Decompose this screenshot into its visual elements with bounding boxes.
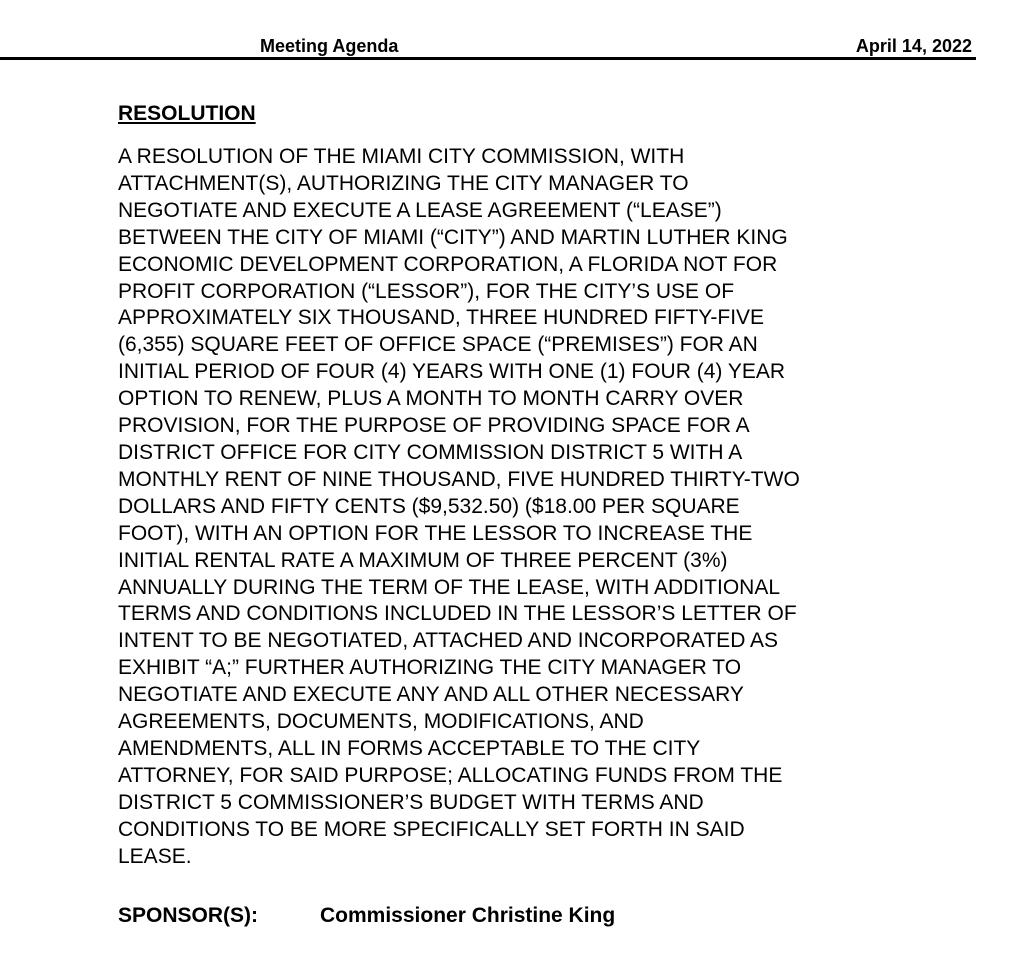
- sponsor-name: Commissioner Christine King: [320, 904, 616, 927]
- resolution-line: DISTRICT 5 COMMISSIONER’S BUDGET WITH TERMS AND: [118, 790, 704, 814]
- resolution-line: OPTION TO RENEW, PLUS A MONTH TO MONTH CARRY OVER: [118, 387, 744, 411]
- resolution-heading: RESOLUTION: [118, 102, 256, 125]
- resolution-line: LEASE.: [118, 844, 192, 868]
- resolution-line: NEGOTIATE AND EXECUTE ANY AND ALL OTHER NECESSARY: [118, 683, 744, 707]
- resolution-line: APPROXIMATELY SIX THOUSAND, THREE HUNDRED FIFTY-FIVE: [118, 306, 765, 330]
- resolution-line: AGREEMENTS, DOCUMENTS, MODIFICATIONS, AND: [118, 710, 644, 734]
- resolution-line: DISTRICT OFFICE FOR CITY COMMISSION DISTRICT 5 WITH A: [118, 440, 743, 464]
- resolution-body: [118, 144, 918, 870]
- resolution-line: INITIAL PERIOD OF FOUR (4) YEARS WITH ONE (1) FOUR (4) YEAR: [118, 360, 786, 384]
- resolution-line: AMENDMENTS, ALL IN FORMS ACCEPTABLE TO THE CITY: [118, 736, 701, 760]
- resolution-line: ATTORNEY, FOR SAID PURPOSE; ALLOCATING FUNDS FROM THE: [118, 763, 783, 787]
- resolution-line: ATTACHMENT(S), AUTHORIZING THE CITY MANAGER TO: [118, 171, 689, 195]
- sponsor-row: [118, 903, 615, 929]
- resolution-line: EXHIBIT “A;” FURTHER AUTHORIZING THE CITY MANAGER TO: [118, 656, 742, 680]
- sponsor-label: SPONSOR(S):: [118, 904, 259, 927]
- resolution-line: BETWEEN THE CITY OF MIAMI (“CITY”) AND MARTIN LUTHER KING: [118, 225, 788, 249]
- header-title: Meeting Agenda: [260, 36, 399, 56]
- resolution-line: PROVISION, FOR THE PURPOSE OF PROVIDING SPACE FOR A: [118, 414, 750, 438]
- resolution-line: PROFIT CORPORATION (“LESSOR”), FOR THE CITY’S USE OF: [118, 279, 735, 303]
- resolution-line: MONTHLY RENT OF NINE THOUSAND, FIVE HUNDRED THIRTY-TWO: [118, 467, 800, 491]
- resolution-line: TERMS AND CONDITIONS INCLUDED IN THE LESSOR’S LETTER OF: [118, 602, 797, 626]
- resolution-line: INTENT TO BE NEGOTIATED, ATTACHED AND INCORPORATED AS: [118, 629, 779, 653]
- page-header: [0, 32, 976, 60]
- resolution-line: NEGOTIATE AND EXECUTE A LEASE AGREEMENT (“LEASE”): [118, 198, 722, 222]
- resolution-line: FOOT), WITH AN OPTION FOR THE LESSOR TO INCREASE THE: [118, 521, 753, 545]
- resolution-line: DOLLARS AND FIFTY CENTS ($9,532.50) ($18.00 PER SQUARE: [118, 494, 740, 518]
- resolution-line: INITIAL RENTAL RATE A MAXIMUM OF THREE PERCENT (3%): [118, 548, 728, 572]
- resolution-line: (6,355) SQUARE FEET OF OFFICE SPACE (“PREMISES”) FOR AN: [118, 333, 758, 357]
- resolution-line: ANNUALLY DURING THE TERM OF THE LEASE, WITH ADDITIONAL: [118, 575, 781, 599]
- header-date: April 14, 2022: [855, 36, 972, 56]
- resolution-line: ECONOMIC DEVELOPMENT CORPORATION, A FLORIDA NOT FOR: [118, 252, 778, 276]
- resolution-line: A RESOLUTION OF THE MIAMI CITY COMMISSION, WITH: [118, 145, 685, 168]
- resolution-line: CONDITIONS TO BE MORE SPECIFICALLY SET FORTH IN SAID: [118, 817, 745, 841]
